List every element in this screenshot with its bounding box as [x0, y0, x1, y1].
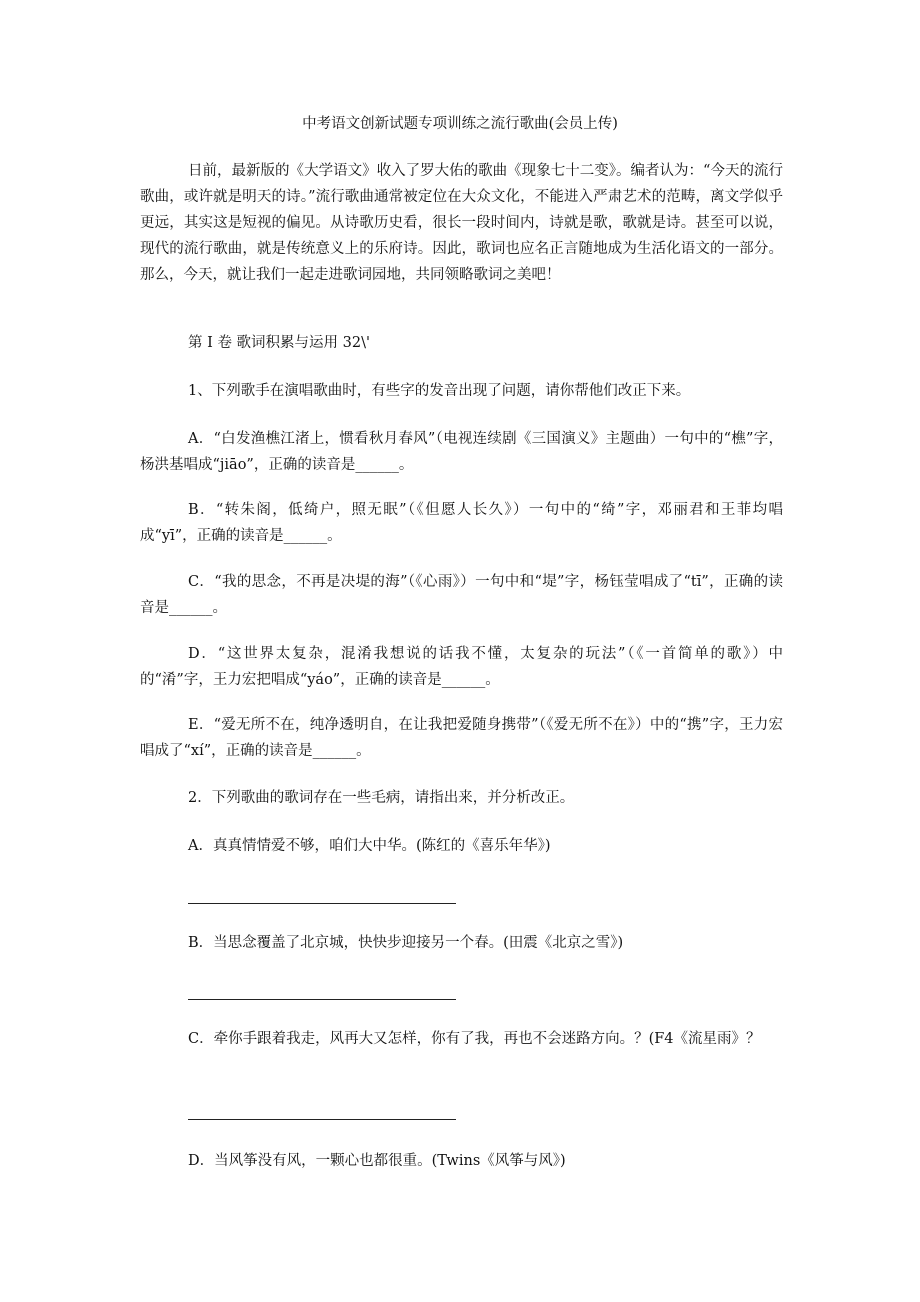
intro-paragraph: 日前，最新版的《大学语文》收入了罗大佑的歌曲《现象七十二变》。编者认为：“今天的流行歌曲，或许就是明天的诗。”流行歌曲通常被定位在大众文化，不能进入严肃艺术的范畴，离文学似乎更远，其实这是短视的偏见。从诗歌历史看，很长一段时间内，诗就是歌，歌就是诗。甚至可以说，现代的流行歌曲，就是传统意义上的乐府诗。因此，歌词也应名正言随地成为生活化语文的一部分。那么，今天，就让我们一起走进歌词园地，共同领略歌词之美吧！ [140, 163, 783, 283]
question-1-option-d: D．“这世界太复杂，混淆我想说的话我不懂，太复杂的玩法”（《一首简单的歌》）中的“淆”字，王力宏把唱成“yáo”，正确的读音是______。 [140, 646, 783, 688]
question-1-option-e: E．“爱无所不在，纯净透明自，在让我把爱随身携带”（《爱无所不在》）中的“携”字，王力宏唱成了“xí”，正确的读音是______。 [140, 717, 783, 759]
answer-line-b [188, 999, 456, 1000]
document-title: 中考语文创新试题专项训练之流行歌曲(会员上传) [302, 116, 618, 132]
question-2-option-b: B．当思念覆盖了北京城，快快步迎接另一个春。(田震《北京之雪》) [188, 935, 624, 951]
answer-line-a [188, 903, 456, 904]
question-1-option-a: A．“白发渔樵江渚上，惯看秋月春风”（电视连续剧《三国演义》主题曲）一句中的“樵”字，杨洪基唱成“jiāo”，正确的读音是______。 [140, 431, 783, 473]
question-1-option-b: B．“转朱阁，低绮户，照无眠”（《但愿人长久》）一句中的“绮”字，邓丽君和王菲均唱成“yī”，正确的读音是______。 [140, 502, 783, 544]
question-2-option-c: C．牵你手跟着我走，风再大又怎样，你有了我，再也不会迷路方向。？(F4《流星雨》？ [188, 1031, 761, 1047]
question-1-stem: 1、下列歌手在演唱歌曲时，有些字的发音出现了问题，请你帮他们改正下来。 [188, 383, 691, 399]
question-1-option-c: C．“我的思念，不再是决堤的海”（《心雨》）一句中和“堤”字，杨钰莹唱成了“tī”，正确的读音是______。 [140, 574, 783, 616]
section-heading: 第 I 卷 歌词积累与运用 32\' [188, 335, 370, 351]
question-2-option-d: D．当风筝没有风，一颗心也都很重。(Twins《风筝与风》) [188, 1153, 566, 1169]
question-2-stem: 2．下列歌曲的歌词存在一些毛病，请指出来，并分析改正。 [188, 790, 575, 806]
answer-line-c [188, 1119, 456, 1120]
question-2-option-a: A．真真情情爱不够，咱们大中华。(陈红的《喜乐年华》) [188, 838, 551, 854]
